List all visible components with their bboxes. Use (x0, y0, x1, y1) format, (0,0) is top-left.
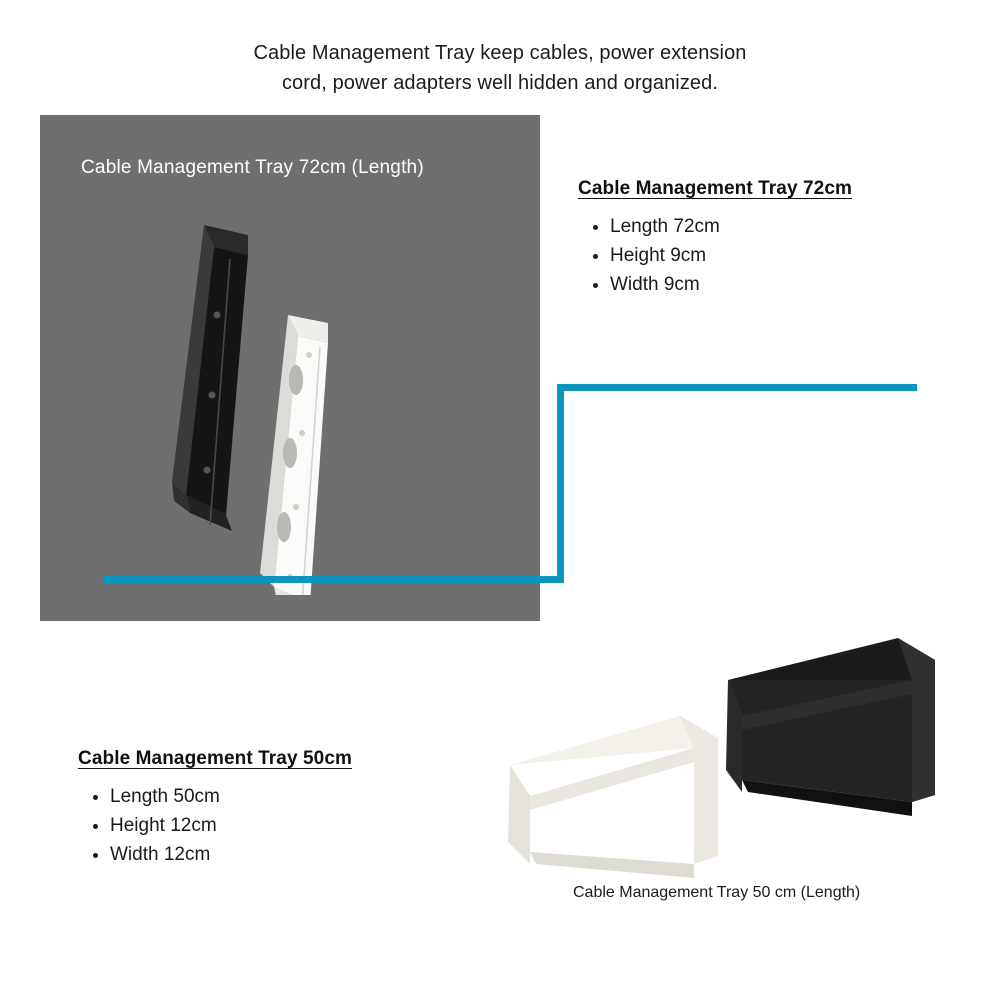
spec-50-title: Cable Management Tray 50cm (78, 748, 352, 769)
list-item: • Length 72cm (610, 212, 938, 241)
spec-72-title: Cable Management Tray 72cm (578, 178, 852, 199)
spec-block-72cm (578, 178, 938, 299)
connector-line-horizontal-bottom (103, 576, 563, 583)
list-item: • Width 9cm (610, 270, 938, 299)
spec-50-list (78, 782, 498, 869)
tray-50cm-product-image (480, 620, 950, 885)
connector-line-horizontal-top (557, 384, 917, 391)
spec-72-list (578, 212, 938, 299)
list-item: • Height 9cm (610, 241, 938, 270)
panel-72-caption: Cable Management Tray 72cm (Length) (81, 157, 424, 178)
page-headline (0, 38, 1000, 98)
connector-line-vertical (557, 384, 564, 583)
white-tray-50-icon (508, 716, 718, 878)
list-item: • Length 50cm (110, 782, 498, 811)
list-item: • Width 12cm (110, 840, 498, 869)
black-tray-50-icon (726, 638, 935, 816)
black-tray-72-icon (172, 225, 248, 531)
headline-line-2: cord, power adapters well hidden and organized. (281, 72, 719, 94)
list-item: • Height 12cm (110, 811, 498, 840)
photo-50-caption: Cable Management Tray 50 cm (Length) (573, 884, 861, 901)
white-tray-72-icon (260, 315, 328, 595)
spec-block-50cm (78, 748, 498, 869)
product-panel-72cm (40, 115, 540, 621)
tray-72cm-product-image (170, 195, 480, 595)
headline-line-1: Cable Management Tray keep cables, power extension (253, 42, 747, 64)
